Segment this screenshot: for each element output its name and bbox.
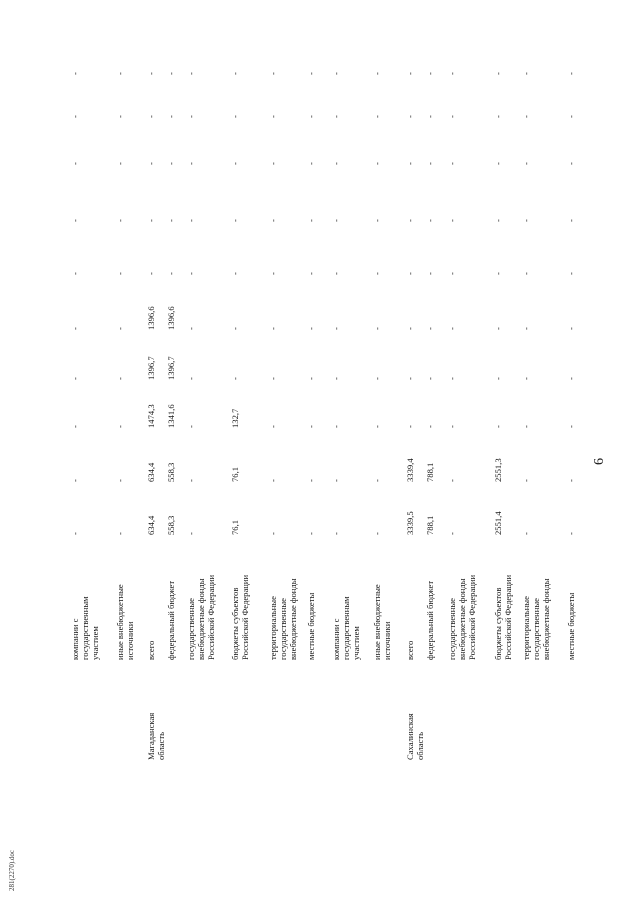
row-cont-0-value-3: - xyxy=(70,377,80,380)
row-sakhalin-1-value-9: - xyxy=(425,72,435,75)
row-sakhalin-4-value-2: - xyxy=(521,425,531,428)
row-sakhalin-0-value-8: - xyxy=(405,115,415,118)
row-sakhalin-2-value-1: - xyxy=(447,479,457,482)
row-magadan-5-value-2: - xyxy=(306,425,316,428)
row-cont-0-value-8: - xyxy=(70,115,80,118)
row-sakhalin-0-value-6: - xyxy=(405,219,415,222)
row-sakhalin-5-value-0: - xyxy=(566,532,576,535)
row-magadan-0-value-0: 634,4 xyxy=(146,515,156,535)
row-cont-1-value-8: - xyxy=(115,115,125,118)
row-sakhalin-4-indicator: территориальные государственные внебюджетные фонды xyxy=(521,578,552,660)
row-sakhalin-4-value-1: - xyxy=(521,479,531,482)
row-magadan-4-value-9: - xyxy=(268,72,278,75)
row-cont-1-value-7: - xyxy=(115,162,125,165)
row-magadan-5-value-4: - xyxy=(306,327,316,330)
row-cont-1-value-4: - xyxy=(115,327,125,330)
row-magadan-0-value-8: - xyxy=(146,115,156,118)
row-magadan-2-value-2: - xyxy=(186,425,196,428)
row-magadan-0-value-7: - xyxy=(146,162,156,165)
row-magadan-7-value-7: - xyxy=(372,162,382,165)
row-magadan-5-value-6: - xyxy=(306,219,316,222)
row-magadan-1-value-4: 1396,6 xyxy=(166,306,176,330)
row-cont-1-indicator: иные внебюджетные источники xyxy=(115,584,136,660)
row-sakhalin-3-value-4: - xyxy=(493,327,503,330)
row-magadan-5-value-9: - xyxy=(306,72,316,75)
row-magadan-3-value-1: 76,1 xyxy=(230,466,240,482)
row-magadan-1-value-3: 1396,7 xyxy=(166,356,176,380)
row-magadan-6-indicator: компании с государственным участием xyxy=(331,596,362,660)
row-magadan-1-value-8: - xyxy=(166,115,176,118)
row-magadan-6-value-2: - xyxy=(331,425,341,428)
row-sakhalin-3-value-6: - xyxy=(493,219,503,222)
row-magadan-4-value-0: - xyxy=(268,532,278,535)
row-sakhalin-5-value-5: - xyxy=(566,272,576,275)
row-magadan-4-value-4: - xyxy=(268,327,278,330)
row-magadan-0-value-3: 1396,7 xyxy=(146,356,156,380)
row-magadan-7-value-4: - xyxy=(372,327,382,330)
row-sakhalin-4-value-3: - xyxy=(521,377,531,380)
row-magadan-1-indicator: федеральный бюджет xyxy=(166,580,176,660)
row-cont-1-value-2: - xyxy=(115,425,125,428)
row-sakhalin-4-value-6: - xyxy=(521,219,531,222)
row-magadan-7-value-6: - xyxy=(372,219,382,222)
row-sakhalin-3-value-2: - xyxy=(493,425,503,428)
row-sakhalin-3-value-3: - xyxy=(493,377,503,380)
row-magadan-6-value-8: - xyxy=(331,115,341,118)
row-magadan-3-value-3: - xyxy=(230,377,240,380)
row-sakhalin-4-value-5: - xyxy=(521,272,531,275)
row-sakhalin-5-value-7: - xyxy=(566,162,576,165)
row-sakhalin-1-value-6: - xyxy=(425,219,435,222)
row-magadan-2-value-1: - xyxy=(186,479,196,482)
row-magadan-1-value-9: - xyxy=(166,72,176,75)
row-sakhalin-3-value-7: - xyxy=(493,162,503,165)
row-sakhalin-0-value-7: - xyxy=(405,162,415,165)
row-magadan-0-indicator: всего xyxy=(146,640,156,660)
row-magadan-0-value-2: 1474,3 xyxy=(146,404,156,428)
row-sakhalin-0-value-4: - xyxy=(405,327,415,330)
row-magadan-6-value-9: - xyxy=(331,72,341,75)
row-magadan-1-value-7: - xyxy=(166,162,176,165)
row-magadan-3-value-7: - xyxy=(230,162,240,165)
row-sakhalin-1-value-1: 788,1 xyxy=(425,462,435,482)
row-sakhalin-5-value-4: - xyxy=(566,327,576,330)
row-magadan-3-value-5: - xyxy=(230,272,240,275)
row-magadan-3-value-6: - xyxy=(230,219,240,222)
row-sakhalin-0-value-0: 3339,5 xyxy=(405,511,415,535)
row-sakhalin-4-value-0: - xyxy=(521,532,531,535)
row-magadan-0-value-4: 1396,6 xyxy=(146,306,156,330)
row-magadan-7-value-8: - xyxy=(372,115,382,118)
row-magadan-0-value-1: 634,4 xyxy=(146,462,156,482)
row-sakhalin-1-value-2: - xyxy=(425,425,435,428)
footer-code: 281(2270).doc xyxy=(8,849,16,891)
row-sakhalin-2-value-3: - xyxy=(447,377,457,380)
row-sakhalin-0-region: Сахалинская область xyxy=(405,713,426,760)
row-sakhalin-2-value-9: - xyxy=(447,72,457,75)
row-sakhalin-4-value-9: - xyxy=(521,72,531,75)
row-sakhalin-5-value-3: - xyxy=(566,377,576,380)
row-sakhalin-2-value-7: - xyxy=(447,162,457,165)
row-magadan-2-value-0: - xyxy=(186,532,196,535)
row-cont-1-value-6: - xyxy=(115,219,125,222)
row-sakhalin-5-value-6: - xyxy=(566,219,576,222)
row-sakhalin-0-indicator: всего xyxy=(405,640,415,660)
row-sakhalin-5-value-1: - xyxy=(566,479,576,482)
row-magadan-5-value-0: - xyxy=(306,532,316,535)
row-cont-0-value-9: - xyxy=(70,72,80,75)
row-sakhalin-5-value-8: - xyxy=(566,115,576,118)
row-sakhalin-3-indicator: бюджеты субъектов Российской Федерации xyxy=(493,574,514,660)
row-magadan-4-value-1: - xyxy=(268,479,278,482)
row-cont-0-value-7: - xyxy=(70,162,80,165)
row-magadan-6-value-3: - xyxy=(331,377,341,380)
row-magadan-0-value-6: - xyxy=(146,219,156,222)
row-magadan-1-value-0: 558,3 xyxy=(166,515,176,535)
row-sakhalin-0-value-5: - xyxy=(405,272,415,275)
row-sakhalin-3-value-8: - xyxy=(493,115,503,118)
row-cont-0-value-1: - xyxy=(70,479,80,482)
row-sakhalin-1-value-8: - xyxy=(425,115,435,118)
row-magadan-2-value-7: - xyxy=(186,162,196,165)
row-magadan-1-value-5: - xyxy=(166,272,176,275)
row-magadan-3-value-0: 76,1 xyxy=(230,519,240,535)
row-magadan-0-value-5: - xyxy=(146,272,156,275)
row-magadan-7-value-5: - xyxy=(372,272,382,275)
row-magadan-3-value-2: 132,7 xyxy=(230,408,240,428)
row-sakhalin-2-value-4: - xyxy=(447,327,457,330)
row-magadan-2-value-4: - xyxy=(186,327,196,330)
row-magadan-4-indicator: территориальные государственные внебюджетные фонды xyxy=(268,578,299,660)
row-magadan-6-value-6: - xyxy=(331,219,341,222)
row-magadan-4-value-7: - xyxy=(268,162,278,165)
row-magadan-1-value-6: - xyxy=(166,219,176,222)
row-sakhalin-4-value-7: - xyxy=(521,162,531,165)
row-magadan-0-value-9: - xyxy=(146,72,156,75)
row-magadan-5-value-1: - xyxy=(306,479,316,482)
row-magadan-5-value-3: - xyxy=(306,377,316,380)
row-sakhalin-3-value-9: - xyxy=(493,72,503,75)
row-magadan-6-value-7: - xyxy=(331,162,341,165)
row-magadan-5-value-8: - xyxy=(306,115,316,118)
row-magadan-3-value-9: - xyxy=(230,72,240,75)
row-cont-1-value-1: - xyxy=(115,479,125,482)
row-sakhalin-1-value-3: - xyxy=(425,377,435,380)
row-sakhalin-2-value-8: - xyxy=(447,115,457,118)
row-magadan-3-value-8: - xyxy=(230,115,240,118)
row-magadan-0-region: Магаданская область xyxy=(146,712,167,760)
row-sakhalin-2-indicator: государственные внебюджетные фонды Российской Федерации xyxy=(447,574,478,660)
row-sakhalin-4-value-4: - xyxy=(521,327,531,330)
row-magadan-1-value-1: 558,3 xyxy=(166,462,176,482)
row-magadan-7-value-1: - xyxy=(372,479,382,482)
row-sakhalin-3-value-1: 2551,3 xyxy=(493,458,503,482)
row-magadan-7-value-0: - xyxy=(372,532,382,535)
row-cont-0-value-2: - xyxy=(70,425,80,428)
row-sakhalin-0-value-2: - xyxy=(405,425,415,428)
row-magadan-6-value-0: - xyxy=(331,532,341,535)
row-magadan-6-value-4: - xyxy=(331,327,341,330)
row-sakhalin-1-indicator: федеральный бюджет xyxy=(425,580,435,660)
row-magadan-4-value-3: - xyxy=(268,377,278,380)
row-cont-0-indicator: компании с государственным участием xyxy=(70,596,101,660)
row-magadan-2-value-8: - xyxy=(186,115,196,118)
row-cont-1-value-0: - xyxy=(115,532,125,535)
row-sakhalin-3-value-0: 2551,4 xyxy=(493,511,503,535)
row-cont-1-value-5: - xyxy=(115,272,125,275)
row-magadan-2-indicator: государственные внебюджетные фонды Российской Федерации xyxy=(186,574,217,660)
row-sakhalin-4-value-8: - xyxy=(521,115,531,118)
row-magadan-1-value-2: 1341,6 xyxy=(166,404,176,428)
page-number: 6 xyxy=(592,458,607,465)
row-magadan-7-value-3: - xyxy=(372,377,382,380)
row-magadan-2-value-3: - xyxy=(186,377,196,380)
row-sakhalin-1-value-4: - xyxy=(425,327,435,330)
row-magadan-6-value-1: - xyxy=(331,479,341,482)
row-sakhalin-2-value-5: - xyxy=(447,272,457,275)
row-magadan-6-value-5: - xyxy=(331,272,341,275)
row-magadan-4-value-2: - xyxy=(268,425,278,428)
row-magadan-2-value-6: - xyxy=(186,219,196,222)
row-sakhalin-2-value-6: - xyxy=(447,219,457,222)
row-magadan-4-value-5: - xyxy=(268,272,278,275)
row-magadan-7-value-2: - xyxy=(372,425,382,428)
row-cont-0-value-5: - xyxy=(70,272,80,275)
row-magadan-5-value-5: - xyxy=(306,272,316,275)
row-cont-0-value-0: - xyxy=(70,532,80,535)
row-cont-1-value-3: - xyxy=(115,377,125,380)
row-sakhalin-5-value-2: - xyxy=(566,425,576,428)
row-magadan-4-value-8: - xyxy=(268,115,278,118)
row-sakhalin-0-value-1: 3339,4 xyxy=(405,458,415,482)
row-magadan-5-indicator: местные бюджеты xyxy=(306,592,316,660)
row-magadan-7-indicator: иные внебюджетные источники xyxy=(372,584,393,660)
row-sakhalin-1-value-5: - xyxy=(425,272,435,275)
row-sakhalin-3-value-5: - xyxy=(493,272,503,275)
row-magadan-3-value-4: - xyxy=(230,327,240,330)
row-cont-0-value-4: - xyxy=(70,327,80,330)
row-sakhalin-1-value-0: 788,1 xyxy=(425,515,435,535)
row-cont-0-value-6: - xyxy=(70,219,80,222)
row-magadan-5-value-7: - xyxy=(306,162,316,165)
row-cont-1-value-9: - xyxy=(115,72,125,75)
row-magadan-4-value-6: - xyxy=(268,219,278,222)
row-sakhalin-2-value-0: - xyxy=(447,532,457,535)
row-sakhalin-0-value-9: - xyxy=(405,72,415,75)
row-magadan-3-indicator: бюджеты субъектов Российской Федерации xyxy=(230,574,251,660)
row-magadan-2-value-5: - xyxy=(186,272,196,275)
row-magadan-7-value-9: - xyxy=(372,72,382,75)
row-sakhalin-0-value-3: - xyxy=(405,377,415,380)
row-sakhalin-1-value-7: - xyxy=(425,162,435,165)
row-magadan-2-value-9: - xyxy=(186,72,196,75)
row-sakhalin-2-value-2: - xyxy=(447,425,457,428)
row-sakhalin-5-value-9: - xyxy=(566,72,576,75)
row-sakhalin-5-indicator: местные бюджеты xyxy=(566,592,576,660)
